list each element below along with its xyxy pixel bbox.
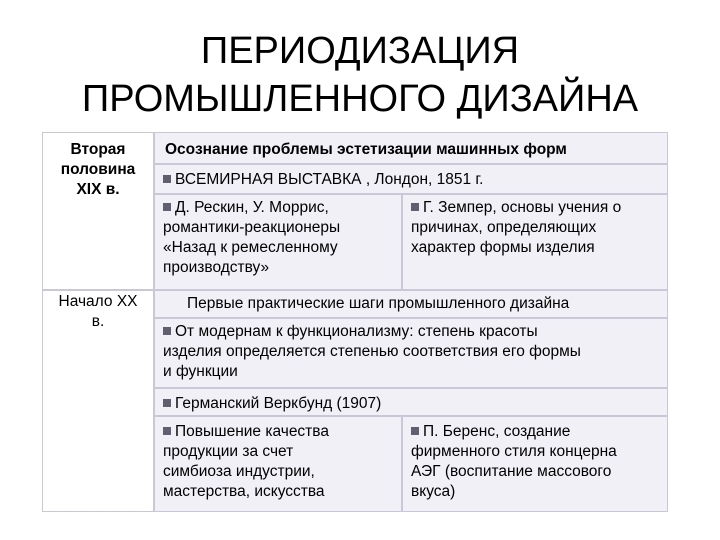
bullet-icon <box>163 175 171 183</box>
cell-line: романтики-реакционеры <box>163 219 341 236</box>
bullet-icon <box>411 203 419 211</box>
cell-line: АЭГ (воспитание массового <box>411 463 612 480</box>
cell-line: причинах, определяющих <box>411 219 597 236</box>
cell-line: Д. Рескин, У. Моррис, <box>175 199 329 216</box>
period1-header: Осознание проблемы эстетизации машинных форм <box>154 132 668 164</box>
bullet-icon <box>163 427 171 435</box>
cell-line: П. Беренс, создание <box>423 423 571 440</box>
page-title-line1: ПЕРИОДИЗАЦИЯ <box>200 30 520 72</box>
bullet-icon <box>163 203 171 211</box>
cell-line: симбиоза индустрии, <box>163 463 315 480</box>
cell-line: мастерства, искусства <box>163 483 325 500</box>
period1-row1-text: ВСЕМИРНАЯ ВЫСТАВКА , Лондон, 1851 г. <box>175 171 484 188</box>
period2-label <box>42 292 154 332</box>
row-line: и функции <box>163 363 238 380</box>
period1-label-line: половина <box>60 161 136 178</box>
cell-line: характер формы изделия <box>411 239 595 256</box>
bullet-icon <box>411 427 419 435</box>
page-title-line2: ПРОМЫШЛЕННОГО ДИЗАЙНА <box>81 78 639 120</box>
cell-line: вкуса) <box>411 483 456 500</box>
period2-label-line: Начало XX <box>58 293 138 310</box>
period1-left-cell <box>154 194 402 290</box>
period2-label-line: в. <box>91 313 105 330</box>
period2-header: Первые практические шаги промышленного дизайна <box>154 290 668 318</box>
period1-label-line: Вторая <box>70 141 126 158</box>
period2-row1 <box>154 318 668 388</box>
row-line: От модернам к функционализму: степень красоты <box>175 323 538 340</box>
cell-line: фирменного стиля концерна <box>411 443 617 460</box>
cell-line: продукции за счет <box>163 443 294 460</box>
period1-label-line: XIX в. <box>76 181 120 198</box>
cell-line: «Назад к ремесленному <box>163 239 338 256</box>
cell-line: Г. Земпер, основы учения о <box>423 199 622 216</box>
period2-left-cell <box>154 416 402 512</box>
bullet-icon <box>163 327 171 335</box>
period1-label <box>42 140 154 200</box>
period1-right-cell <box>402 194 668 290</box>
cell-line: производству» <box>163 259 270 276</box>
period2-row2-text: Германский Веркбунд (1907) <box>175 395 382 412</box>
period2-right-cell <box>402 416 668 512</box>
period2-row2 <box>154 388 668 416</box>
cell-line: Повышение качества <box>175 423 329 440</box>
row-line: изделия определяется степенью соответствия его формы <box>163 343 581 360</box>
period1-row1 <box>154 164 668 194</box>
bullet-icon <box>163 399 171 407</box>
